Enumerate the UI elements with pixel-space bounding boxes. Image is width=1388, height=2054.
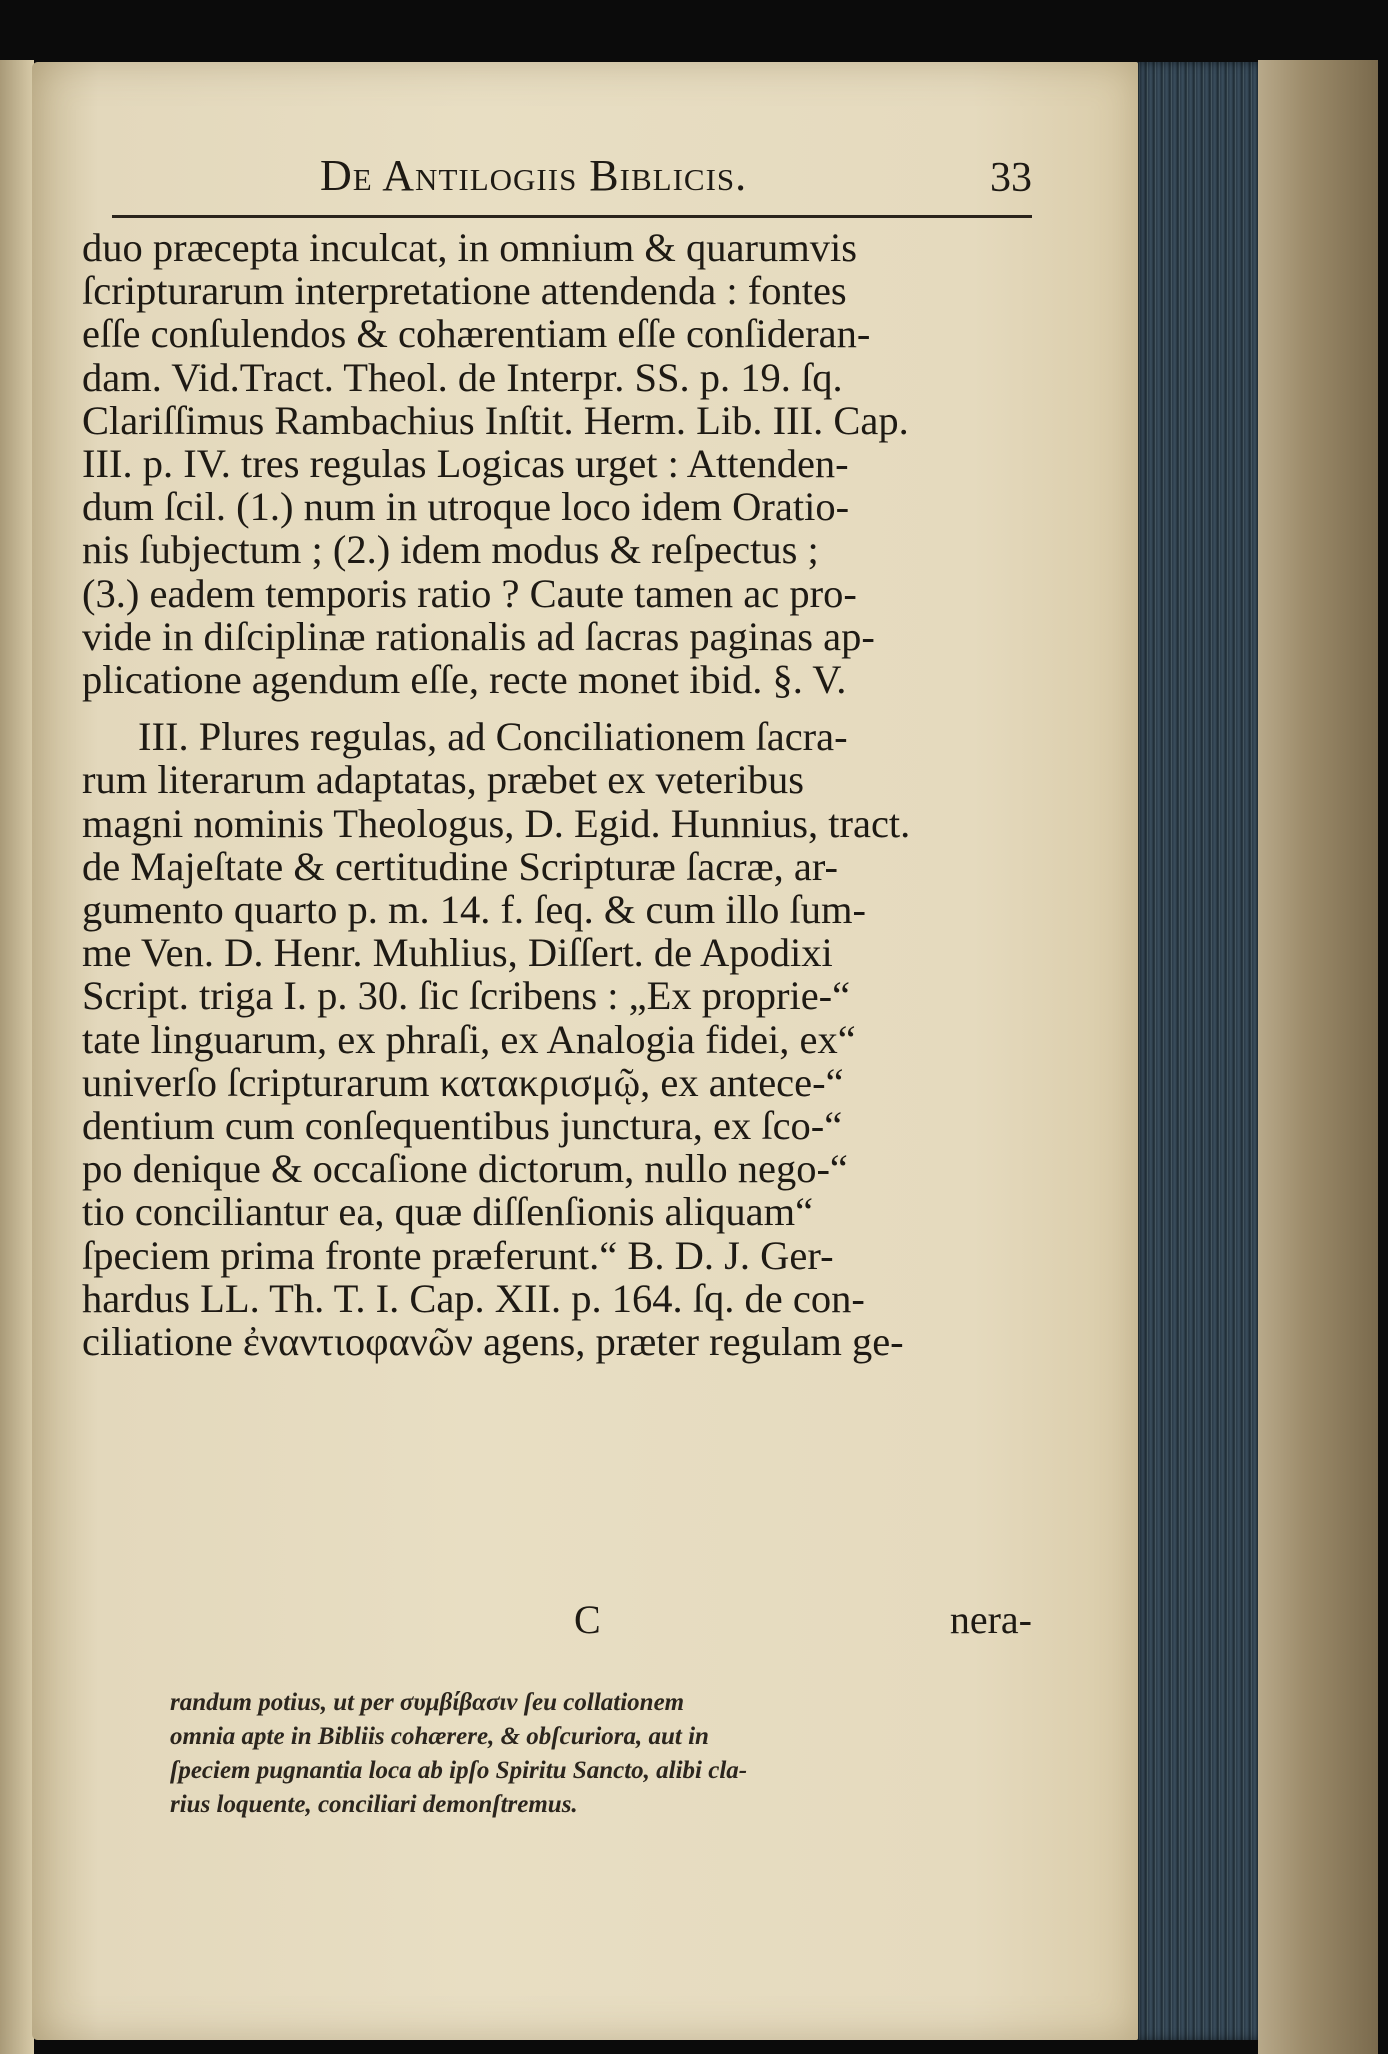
- text-line: ciliatione ἐναντιοφανῶν agens, præter regulam ge-: [82, 1319, 904, 1365]
- text-line: univerſo ſcripturarum κατακρισμῷ, ex antece-“: [82, 1059, 844, 1105]
- text-line: dentium cum conſequentibus junctura, ex ſco-“: [82, 1103, 843, 1149]
- page-number: 33: [990, 155, 1032, 201]
- paragraph-1: [82, 226, 1032, 701]
- facing-page-edge: [0, 60, 34, 2054]
- footnote-line: ſpeciem pugnantia loca ab ipſo Spiritu Sancto, alibi cla-: [170, 1757, 748, 1784]
- text-line: vide in diſciplinæ rationalis ad ſacras paginas ap-: [82, 613, 875, 659]
- main-text: [82, 226, 1032, 1363]
- footnote-line: omnia apte in Bibliis cohærere, & obſcuriora, aut in: [170, 1723, 709, 1750]
- text-line: ſpeciem prima fronte præferunt.“ B. D. J. Ger-: [82, 1232, 834, 1278]
- text-line: III. p. IV. tres regulas Logicas urget : Attenden-: [82, 441, 849, 487]
- text-line: tate linguarum, ex phraſi, ex Analogia fidei, ex“: [82, 1016, 856, 1062]
- text-line: III. Plures regulas, ad Conciliationem ſacra-: [138, 714, 848, 760]
- signature-line: [82, 1596, 1032, 1646]
- text-line: magni nominis Theologus, D. Egid. Hunnius, tract.: [82, 800, 911, 846]
- footnote-line: rius loquente, conciliari demonſtremus.: [170, 1791, 578, 1818]
- signature-mark: C: [574, 1597, 601, 1642]
- text-line: (3.) eadem temporis ratio ? Caute tamen ac pro-: [82, 570, 857, 616]
- text-line: po denique & occaſione dictorum, nullo nego-“: [82, 1146, 848, 1192]
- text-line: plicatione agendum eſſe, recte monet ibid. §. V.: [82, 657, 847, 703]
- footnote-line: randum potius, ut per συμβίβασιν ſeu collationem: [170, 1689, 685, 1716]
- text-line: tio conciliantur ea, quæ diſſenſionis aliquam“: [82, 1189, 814, 1235]
- text-line: ſcripturarum interpretatione attendenda : fontes: [82, 268, 847, 314]
- book-fore-edge: [1132, 62, 1262, 2040]
- text-line: hardus LL. Th. T. I. Cap. XII. p. 164. ſq. de con-: [82, 1275, 865, 1321]
- paragraph-2: [82, 715, 1032, 1363]
- text-line: dam. Vid.Tract. Theol. de Interpr. SS. p. 19. ſq.: [82, 354, 843, 400]
- text-line: de Majeſtate & certitudine Scripturæ ſacræ, ar-: [82, 843, 839, 889]
- text-line: eſſe conſulendos & cohærentiam eſſe conſideran-: [82, 311, 871, 357]
- text-line: Clariſſimus Rambachius Inſtit. Herm. Lib. III. Cap.: [82, 397, 909, 443]
- text-line: dum ſcil. (1.) num in utroque loco idem Oratio-: [82, 484, 850, 530]
- catchword: nera-: [949, 1597, 1032, 1642]
- text-line: gumento quarto p. m. 14. f. ſeq. & cum illo ſum-: [82, 887, 867, 933]
- book-cover-edge: [1258, 60, 1378, 2054]
- text-line: rum literarum adaptatas, præbet ex veteribus: [82, 757, 804, 803]
- header-rule: [112, 215, 1032, 218]
- text-line: nis ſubjectum ; (2.) idem modus & reſpectus ;: [82, 527, 819, 573]
- page-header: [112, 150, 1032, 210]
- text-line: duo præcepta inculcat, in omnium & quarumvis: [82, 225, 857, 270]
- text-line: Script. triga I. p. 30. ſic ſcribens : „Ex proprie-“: [82, 973, 851, 1019]
- footnote: [170, 1686, 1040, 1822]
- text-line: me Ven. D. Henr. Muhlius, Diſſert. de Apodixi: [82, 930, 833, 976]
- running-title: De Antilogiis Biblicis.: [320, 151, 748, 200]
